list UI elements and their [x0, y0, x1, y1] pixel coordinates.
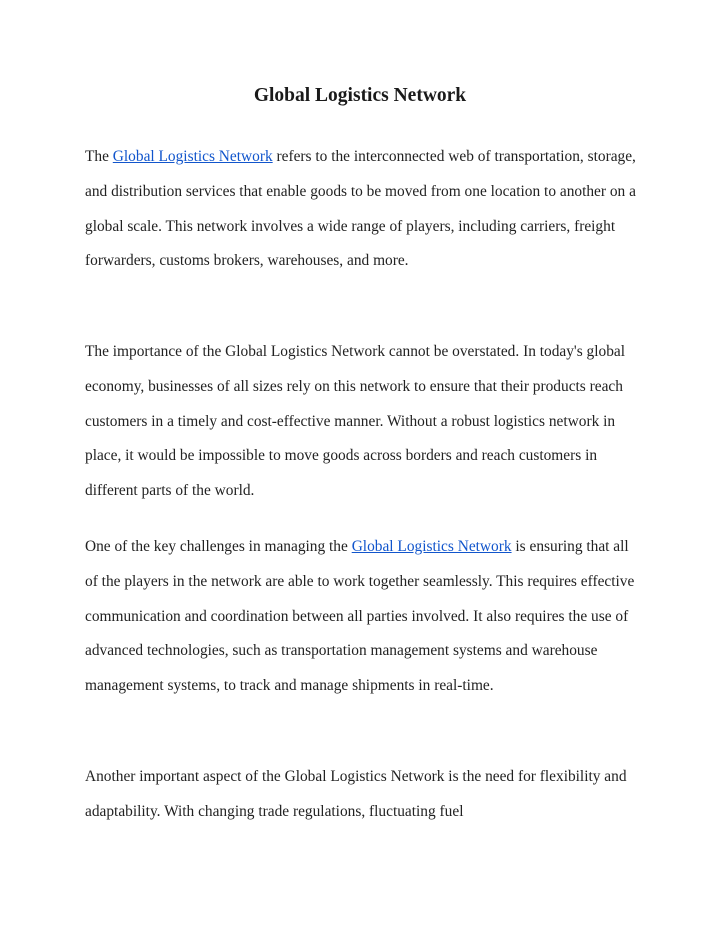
paragraph-text: is ensuring that all of the players in the network are able to work together seamlessly. This requires effective communication and coordination between all parties involved. It also requires the use of advanced technologies, such as transportation management systems and warehouse management systems, to track and manage shipments in real-time. — [85, 538, 635, 695]
paragraph-flexibility: Another important aspect of the Global Logistics Network is the need for flexibility and adaptability. With changing trade regulations, fluctuating fuel — [85, 768, 627, 820]
paragraph-text: One of the key challenges in managing the — [85, 538, 352, 555]
paragraph-challenges — [85, 530, 640, 704]
global-logistics-network-link[interactable]: Global Logistics Network — [112, 148, 273, 165]
paragraph-text: The — [85, 148, 113, 165]
paragraph-definition — [85, 140, 640, 279]
paragraph-text: refers to the interconnected web of transportation, storage, and distribution services that enable goods to be moved from one location to another on a global scale. This network involves a wide range of players, including carriers, freight forwarders, customs brokers, warehouses, and more. — [85, 148, 636, 270]
document-title: Global Logistics Network — [253, 85, 467, 106]
global-logistics-network-link[interactable]: Global Logistics Network — [351, 538, 512, 555]
paragraph-importance: The importance of the Global Logistics Network cannot be overstated. In today's global economy, businesses of all sizes rely on this network to ensure that their products reach customers in a timely and cost-effective manner. Without a robust logistics network in place, it would be impossible to move goods across borders and reach customers in different parts of the world. — [85, 343, 626, 500]
